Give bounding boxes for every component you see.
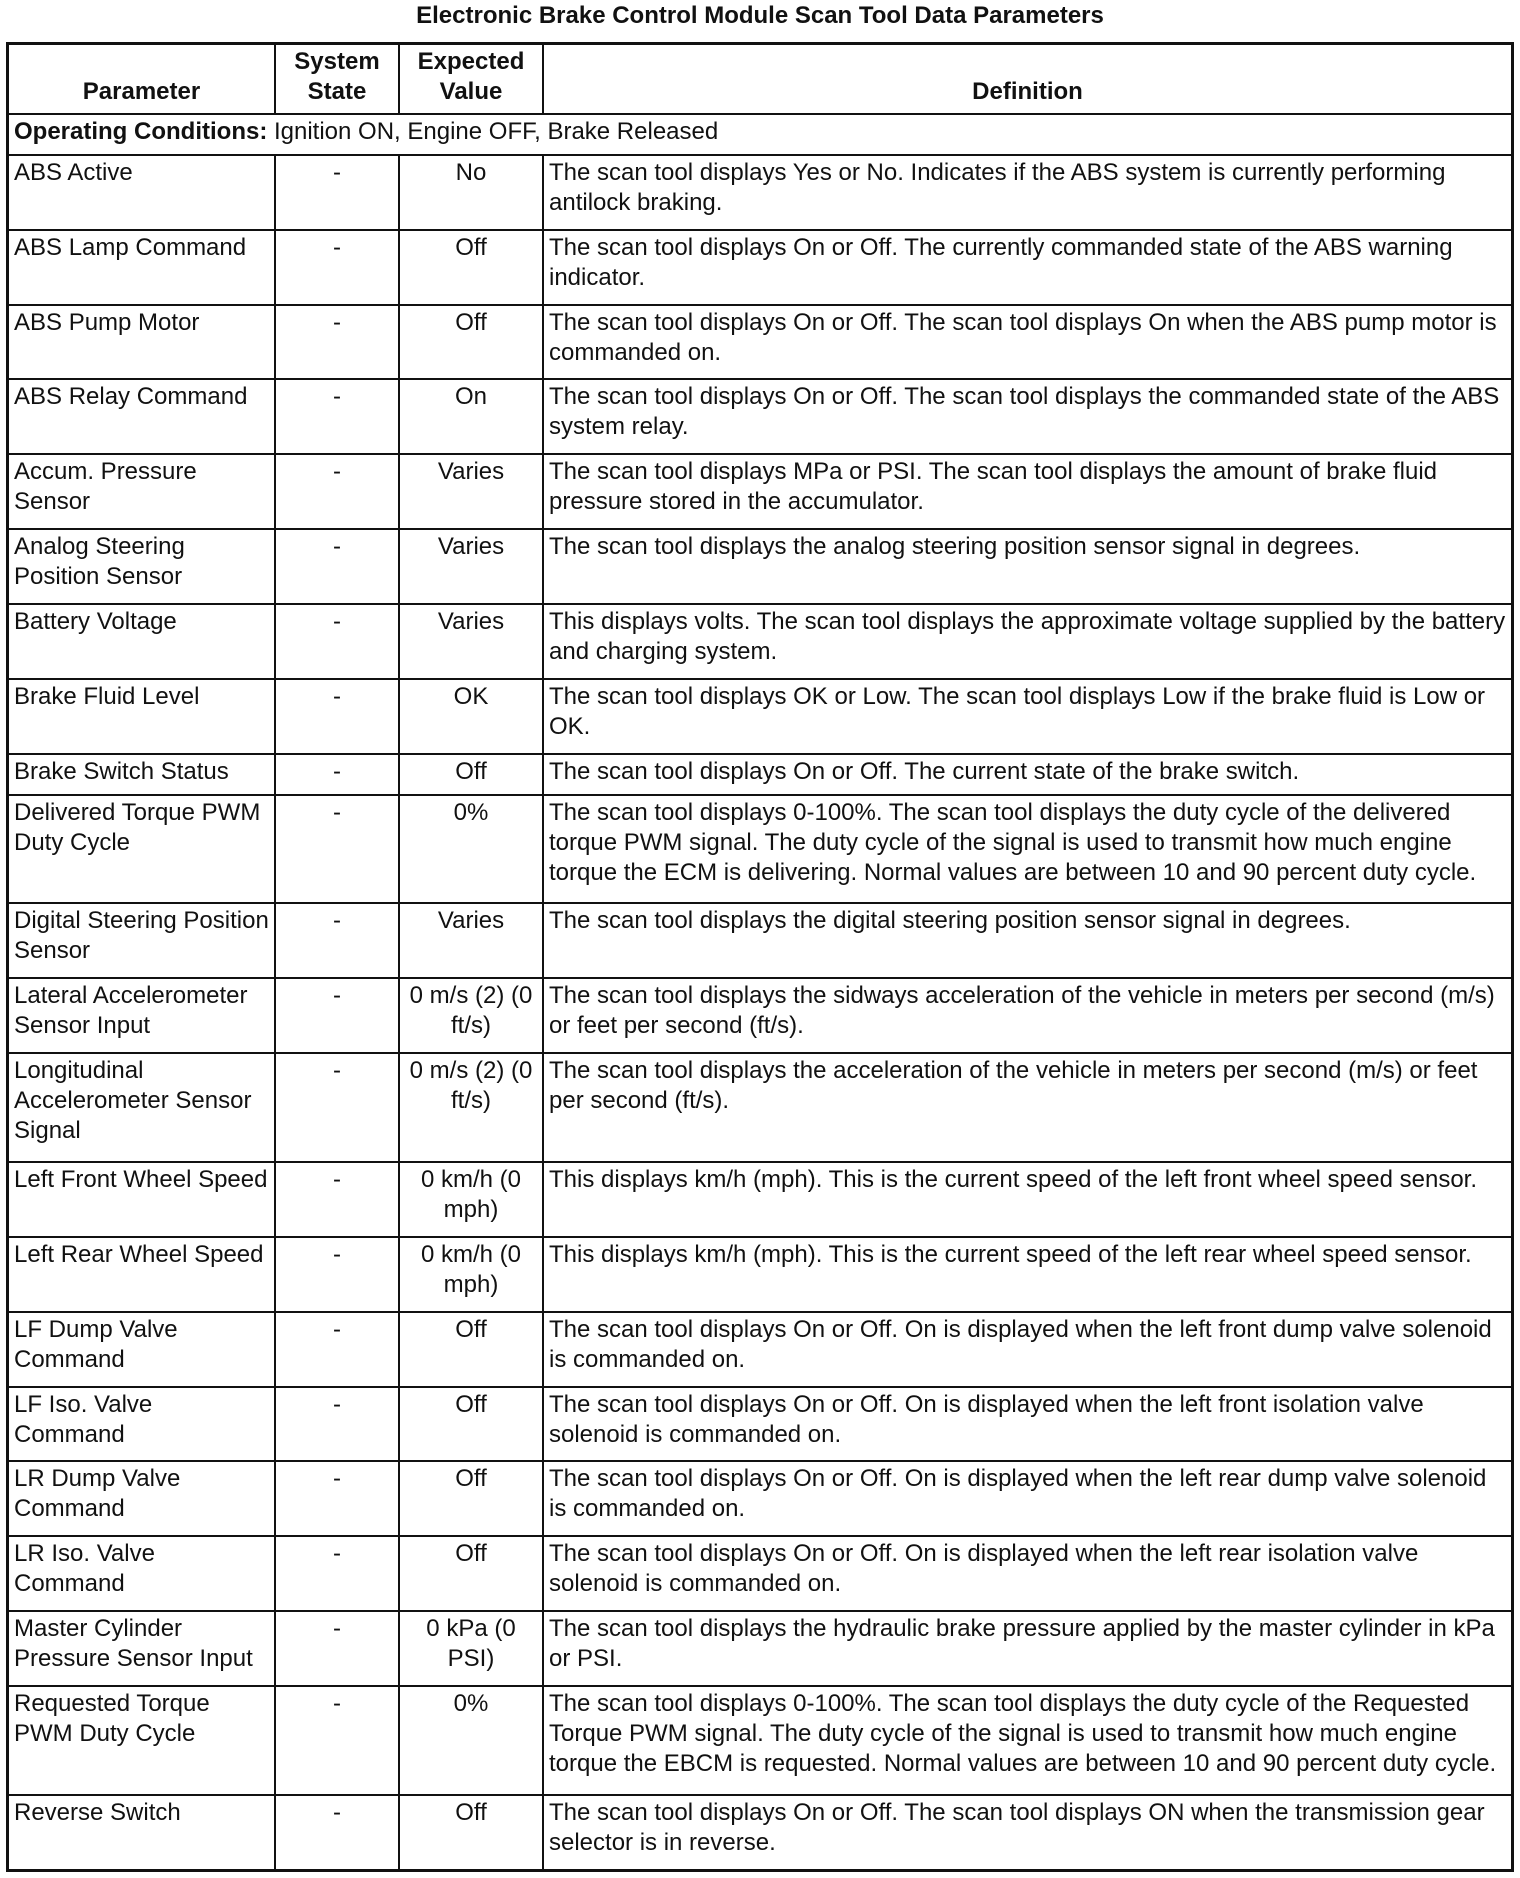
- system-state-cell: -: [275, 1686, 399, 1795]
- expected-value-cell: 0 km/h (0 mph): [399, 1162, 543, 1237]
- table-row: [8, 1611, 1513, 1686]
- definition-cell: The scan tool displays On or Off. On is displayed when the left front dump valve solenoid is commanded on.: [543, 1312, 1513, 1387]
- definition-cell: The scan tool displays On or Off. The scan tool displays the commanded state of the ABS system relay.: [543, 379, 1513, 454]
- expected-value-cell: Off: [399, 305, 543, 380]
- system-state-cell: -: [275, 795, 399, 904]
- definition-cell: The scan tool displays On or Off. The scan tool displays ON when the transmission gear selector is in reverse.: [543, 1795, 1513, 1871]
- system-state-cell: -: [275, 604, 399, 679]
- expected-value-cell: 0 km/h (0 mph): [399, 1237, 543, 1312]
- system-state-cell: -: [275, 754, 399, 795]
- definition-cell: The scan tool displays the digital steering position sensor signal in degrees.: [543, 903, 1513, 978]
- table-row: [8, 1053, 1513, 1162]
- system-state-cell: -: [275, 903, 399, 978]
- table-row: [8, 1795, 1513, 1871]
- header-expected-value-line1: Expected: [417, 48, 525, 75]
- table-row: [8, 1686, 1513, 1795]
- expected-value-cell: Off: [399, 230, 543, 305]
- parameter-cell: LF Dump Valve Command: [8, 1312, 276, 1387]
- parameter-cell: Longitudinal Accelerometer Sensor Signal: [8, 1053, 276, 1162]
- definition-cell: The scan tool displays the sidways acceleration of the vehicle in meters per second (m/s) or feet per second (ft/s).: [543, 978, 1513, 1053]
- system-state-cell: -: [275, 529, 399, 604]
- definition-cell: The scan tool displays the hydraulic brake pressure applied by the master cylinder in kPa or PSI.: [543, 1611, 1513, 1686]
- parameter-cell: LF Iso. Valve Command: [8, 1387, 276, 1462]
- expected-value-cell: No: [399, 155, 543, 230]
- table-row: [8, 305, 1513, 380]
- parameter-cell: Brake Switch Status: [8, 754, 276, 795]
- parameter-cell: ABS Relay Command: [8, 379, 276, 454]
- parameter-cell: ABS Lamp Command: [8, 230, 276, 305]
- definition-cell: The scan tool displays OK or Low. The scan tool displays Low if the brake fluid is Low or OK.: [543, 679, 1513, 754]
- definition-cell: This displays km/h (mph). This is the current speed of the left rear wheel speed sensor.: [543, 1237, 1513, 1312]
- expected-value-cell: Off: [399, 1387, 543, 1462]
- table-row: [8, 529, 1513, 604]
- parameter-cell: ABS Active: [8, 155, 276, 230]
- table-row: [8, 1536, 1513, 1611]
- header-expected-value-line2: Value: [439, 78, 503, 105]
- parameter-cell: Brake Fluid Level: [8, 679, 276, 754]
- header-definition: [543, 44, 1513, 115]
- definition-cell: The scan tool displays 0-100%. The scan tool displays the duty cycle of the delivered torque PWM signal. The duty cycle of the signal is used to transmit how much engine torque the ECM is delivering. Normal values are between 10 and 90 percent duty cycle.: [543, 795, 1513, 904]
- system-state-cell: -: [275, 155, 399, 230]
- expected-value-cell: Varies: [399, 529, 543, 604]
- parameter-cell: Analog Steering Position Sensor: [8, 529, 276, 604]
- system-state-cell: -: [275, 1795, 399, 1871]
- system-state-cell: -: [275, 305, 399, 380]
- parameter-cell: Lateral Accelerometer Sensor Input: [8, 978, 276, 1053]
- definition-cell: The scan tool displays On or Off. On is displayed when the left rear dump valve solenoid is commanded on.: [543, 1461, 1513, 1536]
- parameter-cell: Reverse Switch: [8, 1795, 276, 1871]
- parameter-cell: LR Iso. Valve Command: [8, 1536, 276, 1611]
- expected-value-cell: 0 m/s (2) (0 ft/s): [399, 1053, 543, 1162]
- expected-value-cell: Off: [399, 1536, 543, 1611]
- parameter-cell: Requested Torque PWM Duty Cycle: [8, 1686, 276, 1795]
- header-system-state-line1: System: [294, 48, 380, 75]
- definition-cell: The scan tool displays On or Off. The currently commanded state of the ABS warning indicator.: [543, 230, 1513, 305]
- system-state-cell: -: [275, 1053, 399, 1162]
- table-row: [8, 754, 1513, 795]
- expected-value-cell: Varies: [399, 604, 543, 679]
- header-expected-value: [399, 44, 543, 115]
- parameter-cell: Battery Voltage: [8, 604, 276, 679]
- expected-value-cell: Off: [399, 1461, 543, 1536]
- table-body: [8, 114, 1513, 1871]
- table-row: [8, 1461, 1513, 1536]
- parameter-cell: Delivered Torque PWM Duty Cycle: [8, 795, 276, 904]
- parameter-cell: LR Dump Valve Command: [8, 1461, 276, 1536]
- table-row: [8, 1237, 1513, 1312]
- header-system-state: [275, 44, 399, 115]
- operating-conditions-row: [8, 114, 1513, 155]
- expected-value-cell: Varies: [399, 454, 543, 529]
- table-row: [8, 604, 1513, 679]
- table-row: [8, 1162, 1513, 1237]
- definition-cell: The scan tool displays Yes or No. Indicates if the ABS system is currently performing antilock braking.: [543, 155, 1513, 230]
- expected-value-cell: 0 m/s (2) (0 ft/s): [399, 978, 543, 1053]
- system-state-cell: -: [275, 1162, 399, 1237]
- expected-value-cell: OK: [399, 679, 543, 754]
- table-header-row: [8, 44, 1513, 115]
- parameter-cell: ABS Pump Motor: [8, 305, 276, 380]
- expected-value-cell: Off: [399, 1312, 543, 1387]
- table-row: [8, 795, 1513, 904]
- header-parameter: [8, 44, 276, 115]
- header-parameter-label: Parameter: [82, 78, 201, 105]
- system-state-cell: -: [275, 1611, 399, 1686]
- system-state-cell: -: [275, 1387, 399, 1462]
- document-title: Electronic Brake Control Module Scan Tool Data Parameters: [416, 2, 1104, 29]
- table-row: [8, 978, 1513, 1053]
- header-definition-label: Definition: [972, 78, 1083, 105]
- definition-cell: The scan tool displays On or Off. On is displayed when the left rear isolation valve solenoid is commanded on.: [543, 1536, 1513, 1611]
- table-row: [8, 1387, 1513, 1462]
- expected-value-cell: 0%: [399, 795, 543, 904]
- parameter-cell: Master Cylinder Pressure Sensor Input: [8, 1611, 276, 1686]
- parameter-cell: Left Rear Wheel Speed: [8, 1237, 276, 1312]
- operating-conditions-cell: [8, 114, 1513, 155]
- parameter-cell: Digital Steering Position Sensor: [8, 903, 276, 978]
- definition-cell: The scan tool displays the acceleration of the vehicle in meters per second (m/s) or feet per second (ft/s).: [543, 1053, 1513, 1162]
- expected-value-cell: Varies: [399, 903, 543, 978]
- system-state-cell: -: [275, 978, 399, 1053]
- table-row: [8, 454, 1513, 529]
- definition-cell: The scan tool displays On or Off. The current state of the brake switch.: [543, 754, 1513, 795]
- table-row: [8, 1312, 1513, 1387]
- system-state-cell: -: [275, 1237, 399, 1312]
- table-row: [8, 679, 1513, 754]
- scan-tool-parameters-table: [6, 42, 1514, 1872]
- system-state-cell: -: [275, 379, 399, 454]
- table-row: [8, 379, 1513, 454]
- definition-cell: The scan tool displays the analog steering position sensor signal in degrees.: [543, 529, 1513, 604]
- table-row: [8, 230, 1513, 305]
- operating-conditions-text: Ignition ON, Engine OFF, Brake Released: [273, 118, 719, 145]
- definition-cell: This displays volts. The scan tool displays the approximate voltage supplied by the battery and charging system.: [543, 604, 1513, 679]
- definition-cell: This displays km/h (mph). This is the current speed of the left front wheel speed sensor.: [543, 1162, 1513, 1237]
- expected-value-cell: 0 kPa (0 PSI): [399, 1611, 543, 1686]
- definition-cell: The scan tool displays MPa or PSI. The scan tool displays the amount of brake fluid pressure stored in the accumulator.: [543, 454, 1513, 529]
- header-system-state-line2: State: [307, 78, 367, 105]
- operating-conditions-label: Operating Conditions:: [14, 118, 268, 145]
- expected-value-cell: Off: [399, 1795, 543, 1871]
- system-state-cell: -: [275, 1536, 399, 1611]
- system-state-cell: -: [275, 454, 399, 529]
- system-state-cell: -: [275, 230, 399, 305]
- expected-value-cell: 0%: [399, 1686, 543, 1795]
- parameter-cell: Left Front Wheel Speed: [8, 1162, 276, 1237]
- parameter-cell: Accum. Pressure Sensor: [8, 454, 276, 529]
- table-row: [8, 903, 1513, 978]
- expected-value-cell: Off: [399, 754, 543, 795]
- expected-value-cell: On: [399, 379, 543, 454]
- definition-cell: The scan tool displays On or Off. On is displayed when the left front isolation valve solenoid is commanded on.: [543, 1387, 1513, 1462]
- table-row: [8, 155, 1513, 230]
- definition-cell: The scan tool displays 0-100%. The scan tool displays the duty cycle of the Requested Torque PWM signal. The duty cycle of the signal is used to transmit how much engine torque the EBCM is requested. Normal values are between 10 and 90 percent duty cycle.: [543, 1686, 1513, 1795]
- system-state-cell: -: [275, 1312, 399, 1387]
- definition-cell: The scan tool displays On or Off. The scan tool displays On when the ABS pump motor is commanded on.: [543, 305, 1513, 380]
- system-state-cell: -: [275, 1461, 399, 1536]
- system-state-cell: -: [275, 679, 399, 754]
